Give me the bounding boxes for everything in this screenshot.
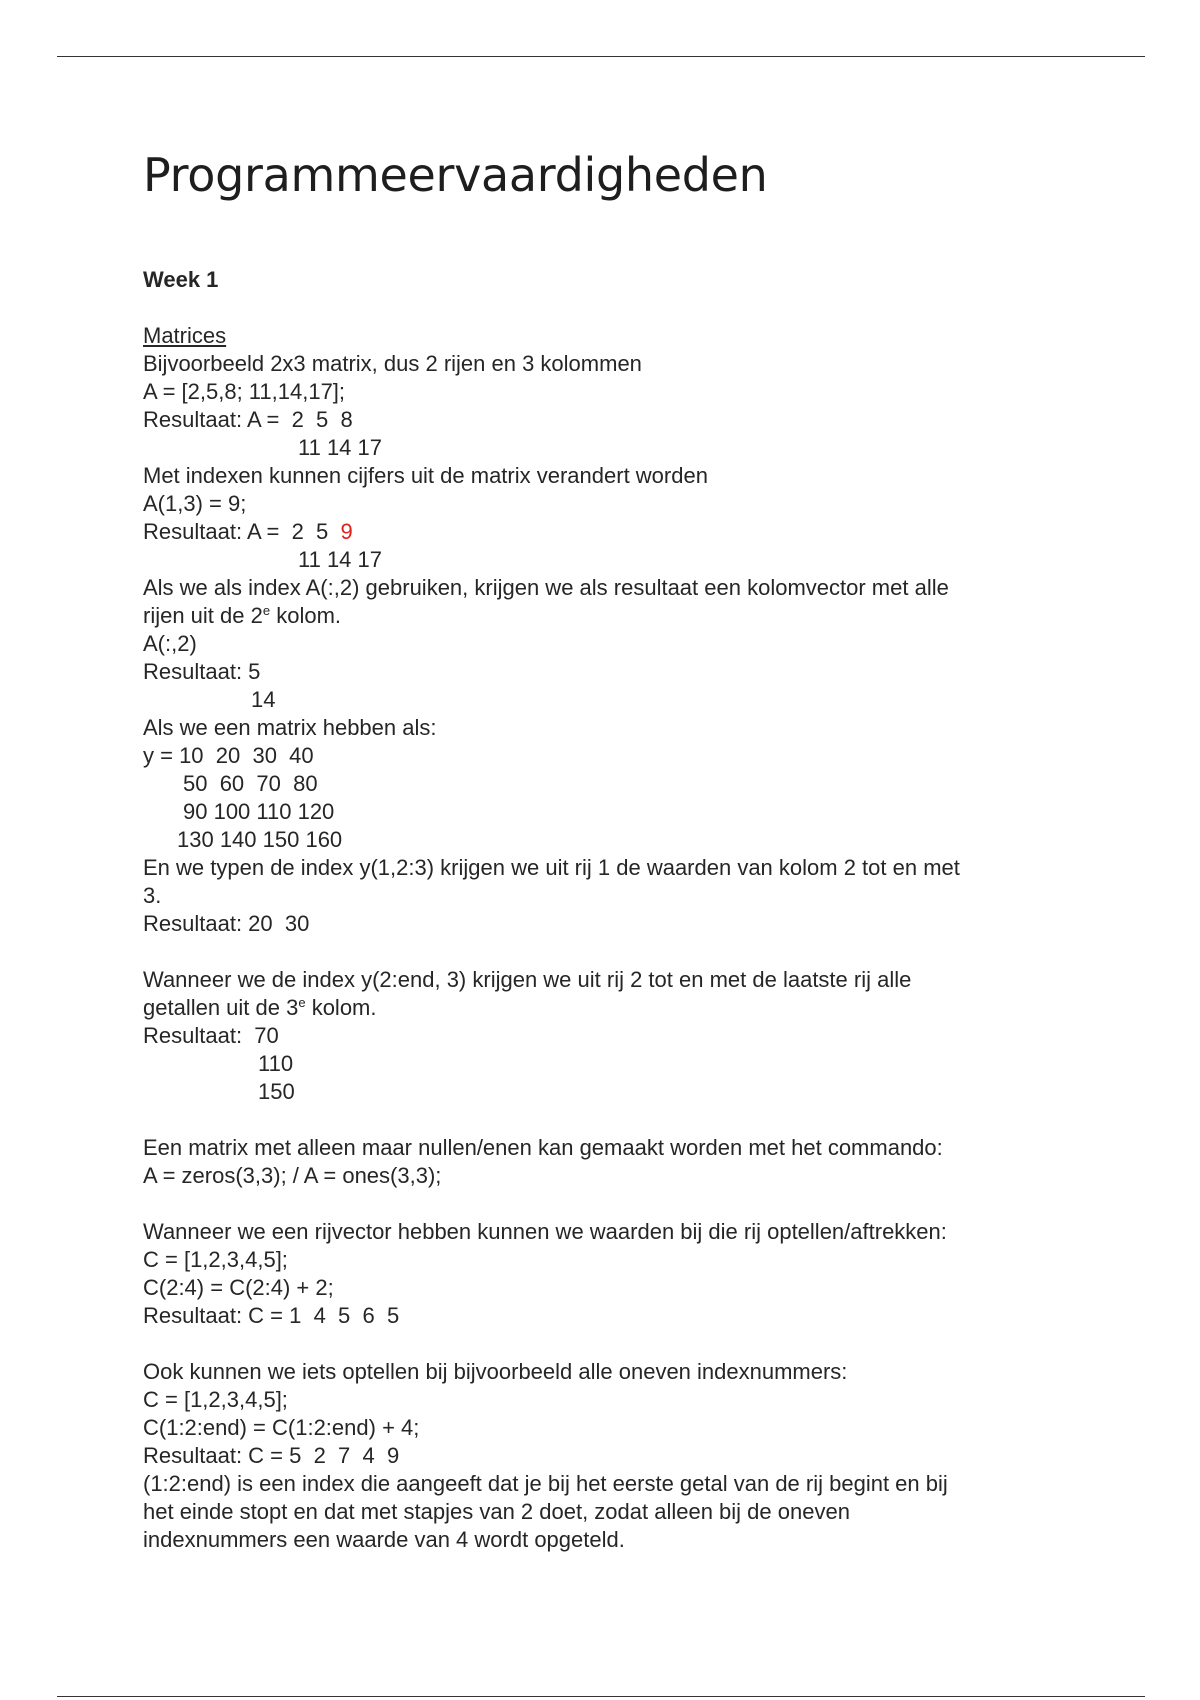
text-line: Wanneer we een rijvector hebben kunnen we waarden bij die rij optellen/aftrekken: bbox=[143, 1219, 947, 1244]
text-part: getallen uit de 3 bbox=[143, 995, 299, 1020]
text-line: Ook kunnen we iets optellen bij bijvoorbeeld alle oneven indexnummers: bbox=[143, 1359, 848, 1384]
spacer bbox=[143, 1330, 1083, 1358]
matrix-row: 130 140 150 160 bbox=[177, 827, 343, 852]
text-part: kolom. bbox=[305, 995, 377, 1020]
matrix-row: y = 10 20 30 40 bbox=[143, 743, 314, 768]
result-line-cont: 11 14 17 bbox=[298, 547, 383, 572]
text-line: (1:2:end) is een index die aangeeft dat je bij het eerste getal van de rij begint en bij bbox=[143, 1471, 948, 1496]
top-rule bbox=[57, 56, 1145, 57]
matrix-row: 90 100 110 120 bbox=[183, 799, 335, 824]
result-line: Resultaat: A = 2 5 8 bbox=[143, 407, 353, 432]
result-line: Resultaat: C = 5 2 7 4 9 bbox=[143, 1443, 400, 1468]
changed-value: 9 bbox=[340, 519, 353, 544]
text-line bbox=[143, 994, 1083, 1022]
text-part: kolom. bbox=[270, 603, 342, 628]
code-line: C = [1,2,3,4,5]; bbox=[143, 1387, 288, 1412]
code-line: C(2:4) = C(2:4) + 2; bbox=[143, 1275, 334, 1300]
text-line: Als we een matrix hebben als: bbox=[143, 715, 437, 740]
code-line: C(1:2:end) = C(1:2:end) + 4; bbox=[143, 1415, 420, 1440]
result-line: Resultaat: 20 30 bbox=[143, 911, 310, 936]
superscript: e bbox=[298, 995, 306, 1010]
text-line bbox=[143, 602, 1083, 630]
code-line: C = [1,2,3,4,5]; bbox=[143, 1247, 288, 1272]
spacer bbox=[143, 1190, 1083, 1218]
result-text: Resultaat: A = 2 5 bbox=[143, 519, 341, 544]
spacer bbox=[143, 938, 1083, 966]
text-line: Als we als index A(:,2) gebruiken, krijgen we als resultaat een kolomvector met alle bbox=[143, 575, 949, 600]
result-line-cont: 14 bbox=[251, 687, 276, 712]
spacer bbox=[143, 294, 1083, 322]
text-line: Met indexen kunnen cijfers uit de matrix verandert worden bbox=[143, 463, 708, 488]
text-line: Een matrix met alleen maar nullen/enen kan gemaakt worden met het commando: bbox=[143, 1135, 943, 1160]
text-part: rijen uit de 2 bbox=[143, 603, 263, 628]
superscript: e bbox=[262, 603, 271, 618]
result-line-cont: 110 bbox=[258, 1051, 294, 1076]
result-line: Resultaat: 70 bbox=[143, 1023, 279, 1048]
text-line: En we typen de index y(1,2:3) krijgen we uit rij 1 de waarden van kolom 2 tot en met bbox=[143, 855, 960, 880]
section-heading bbox=[143, 322, 1083, 350]
code-line: A = zeros(3,3); / A = ones(3,3); bbox=[143, 1163, 442, 1188]
text-line: indexnummers een waarde van 4 wordt opgeteld. bbox=[143, 1527, 625, 1552]
code-line: A = [2,5,8; 11,14,17]; bbox=[143, 379, 346, 404]
section-heading-text: Matrices bbox=[143, 323, 227, 348]
text-line: 3. bbox=[143, 883, 162, 908]
text-line: Wanneer we de index y(2:end, 3) krijgen we uit rij 2 tot en met de laatste rij alle bbox=[143, 967, 912, 992]
bottom-rule bbox=[57, 1696, 1145, 1697]
spacer bbox=[143, 1106, 1083, 1134]
document-body bbox=[143, 266, 1083, 1554]
code-line: A(:,2) bbox=[143, 631, 197, 656]
result-line: Resultaat: C = 1 4 5 6 5 bbox=[143, 1303, 400, 1328]
result-line: Resultaat: 5 bbox=[143, 659, 261, 684]
week-heading: Week 1 bbox=[143, 267, 219, 292]
matrix-row: 50 60 70 80 bbox=[183, 771, 318, 796]
text-line: het einde stopt en dat met stapjes van 2 doet, zodat alleen bij de oneven bbox=[143, 1499, 850, 1524]
result-line bbox=[143, 518, 1083, 546]
result-line-cont: 150 bbox=[258, 1079, 295, 1104]
page-title: Programmeervaardigheden bbox=[143, 148, 768, 202]
text-line: Bijvoorbeeld 2x3 matrix, dus 2 rijen en 3 kolommen bbox=[143, 351, 642, 376]
result-line-cont: 11 14 17 bbox=[298, 435, 383, 460]
code-line: A(1,3) = 9; bbox=[143, 491, 247, 516]
